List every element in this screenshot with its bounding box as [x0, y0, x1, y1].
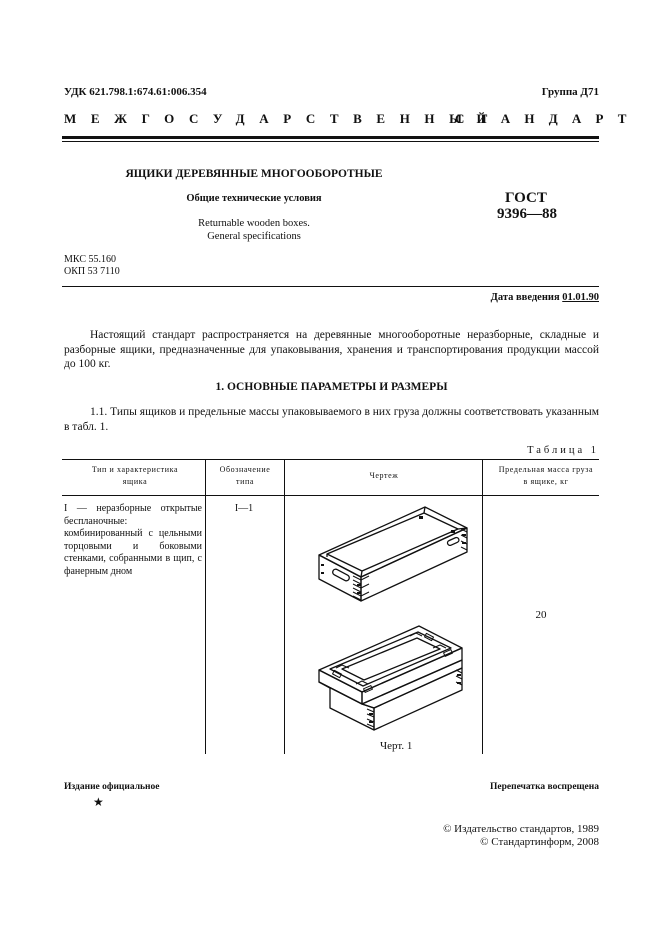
banner-standard: СТАНДАРТ: [455, 111, 641, 126]
open-box-drawing: [312, 500, 477, 615]
table-top-rule: [62, 459, 599, 460]
english-subtitle: General specifications: [207, 231, 301, 242]
table-col-divider-2: [284, 459, 285, 754]
banner-interstate: МЕЖГОСУДАРСТВЕННЫЙ: [64, 111, 502, 126]
closed-box-drawing: [312, 618, 477, 736]
document-subtitle: Общие технические условия: [186, 193, 322, 204]
mks-code: МКС 55.160: [64, 254, 116, 265]
section-heading: 1. ОСНОВНЫЕ ПАРАМЕТРЫ И РАЗМЕРЫ: [215, 381, 448, 393]
official-edition: Издание официальное: [64, 782, 160, 792]
effective-date: [491, 292, 599, 303]
effective-date-label: Дата введения: [490, 292, 560, 303]
gost-label: ГОСТ: [505, 190, 547, 206]
copyright-2008: © Стандартинформ, 2008: [480, 836, 599, 848]
gost-number: 9396—88: [497, 206, 557, 222]
header-mass: Предельная масса груза в ящике, кг: [498, 465, 594, 486]
table-col-divider-3: [482, 459, 483, 754]
header-rule-thick: [62, 136, 599, 139]
copyright-1989: © Издательство стандартов, 1989: [443, 823, 599, 835]
reprint-notice: Перепечатка воспрещена: [489, 782, 599, 792]
header-rule-thin: [62, 141, 599, 142]
header-drawing: Чертеж: [369, 471, 399, 480]
udk-code: УДК 621.798.1:674.61:006.354: [64, 86, 207, 98]
english-title: Returnable wooden boxes.: [198, 218, 310, 229]
figure-caption: Черт. 1: [380, 740, 413, 752]
group-code: Группа Д71: [541, 86, 599, 98]
star-icon: ★: [93, 795, 104, 809]
intro-paragraph: Настоящий стандарт распространяется на деревянные многооборотные неразборные, складные и разборные ящики, предназначенные для упаковывания, хранения и транспортирования продукции массой до 100 кг.: [64, 329, 599, 370]
row-code: I—1: [234, 503, 254, 514]
section-paragraph: 1.1. Типы ящиков и предельные массы упаковываемого в них груза должны соответствовать указанным в табл. 1.: [64, 406, 599, 433]
row-description: I — неразборные открытые беспланочные: комбинированный с цельными торцовыми и боковыми стенками, собранными в щип, с фанерным дном: [64, 503, 202, 577]
okp-code: ОКП 53 7110: [64, 266, 120, 277]
header-code: Обозначение типа: [219, 465, 271, 486]
table-label: Таблица 1: [527, 445, 599, 456]
row-mass: 20: [535, 609, 547, 621]
table-header-rule: [62, 495, 599, 496]
document-title: ЯЩИКИ ДЕРЕВЯННЫЕ МНОГООБОРОТНЫЕ: [125, 168, 383, 180]
header-type: Тип и характеристика ящика: [91, 465, 179, 486]
date-rule: [62, 286, 599, 287]
effective-date-value: 01.01.90: [562, 292, 599, 303]
